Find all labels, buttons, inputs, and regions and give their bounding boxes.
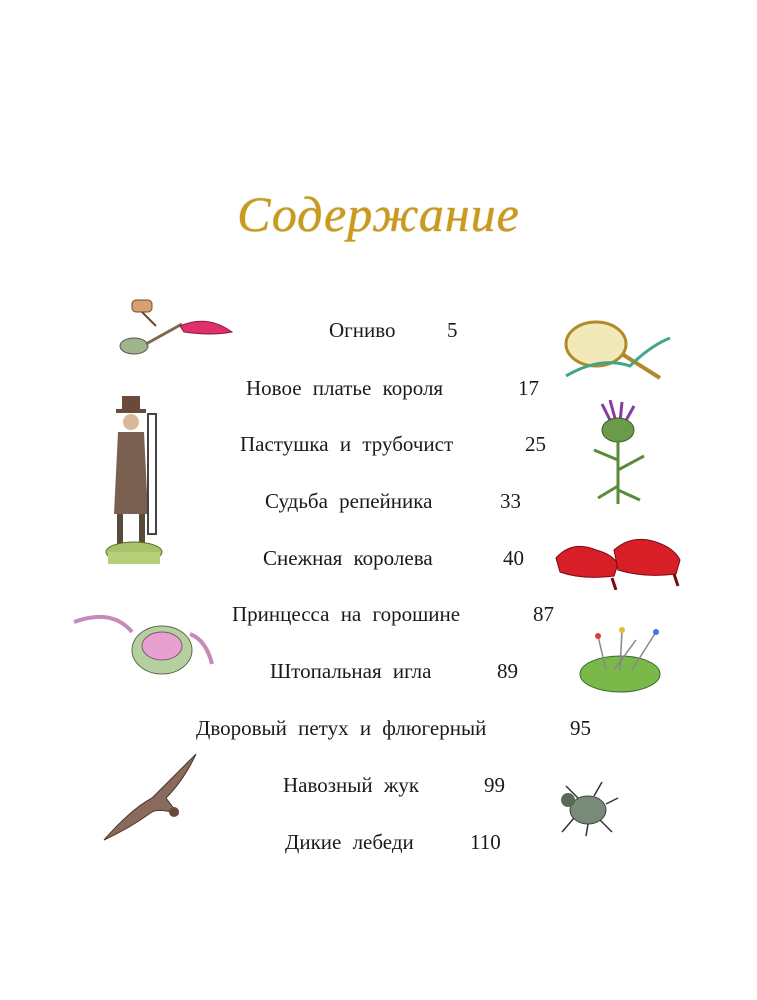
toc-page-7: 89 [497, 659, 518, 683]
toc-title-4[interactable]: Судьба репейника [265, 489, 433, 513]
toc-title-10[interactable]: Дикие лебеди [285, 830, 414, 854]
hand-mirror-illustration [560, 316, 675, 386]
chimney-sweep-figurine-illustration [104, 394, 166, 576]
pincushion-needles-illustration [576, 626, 672, 696]
toc-title-8[interactable]: Дворовый петух и флюгерный [196, 716, 487, 740]
page-title: Содержание [237, 186, 520, 242]
beetle-illustration [548, 774, 620, 838]
thistle-illustration [588, 400, 650, 508]
toc-page-9: 99 [484, 773, 505, 797]
toc-page-3: 25 [525, 432, 546, 456]
toc-page-1: 5 [447, 318, 458, 342]
tinderbox-spoon-illustration [112, 296, 240, 362]
bird-illustration [100, 750, 204, 846]
toc-title-6[interactable]: Принцесса на горошине [232, 602, 461, 626]
toc-title-5[interactable]: Снежная королева [263, 546, 433, 570]
toc-title-3[interactable]: Пастушка и трубочист [240, 432, 454, 456]
toc-page-5: 40 [503, 546, 524, 570]
toc-page-2: 17 [518, 376, 539, 400]
toc-title-1[interactable]: Огниво [329, 318, 396, 342]
toc-page-4: 33 [500, 489, 521, 513]
toc-title-7[interactable]: Штопальная игла [270, 659, 432, 683]
pincushion-box-illustration [72, 604, 218, 680]
toc-title-2[interactable]: Новое платье короля [246, 376, 444, 400]
toc-page-6: 87 [533, 602, 554, 626]
toc-title-9[interactable]: Навозный жук [283, 773, 420, 797]
red-shoes-illustration [552, 528, 684, 590]
toc-page-8: 95 [570, 716, 591, 740]
toc-page-10: 110 [470, 830, 501, 854]
